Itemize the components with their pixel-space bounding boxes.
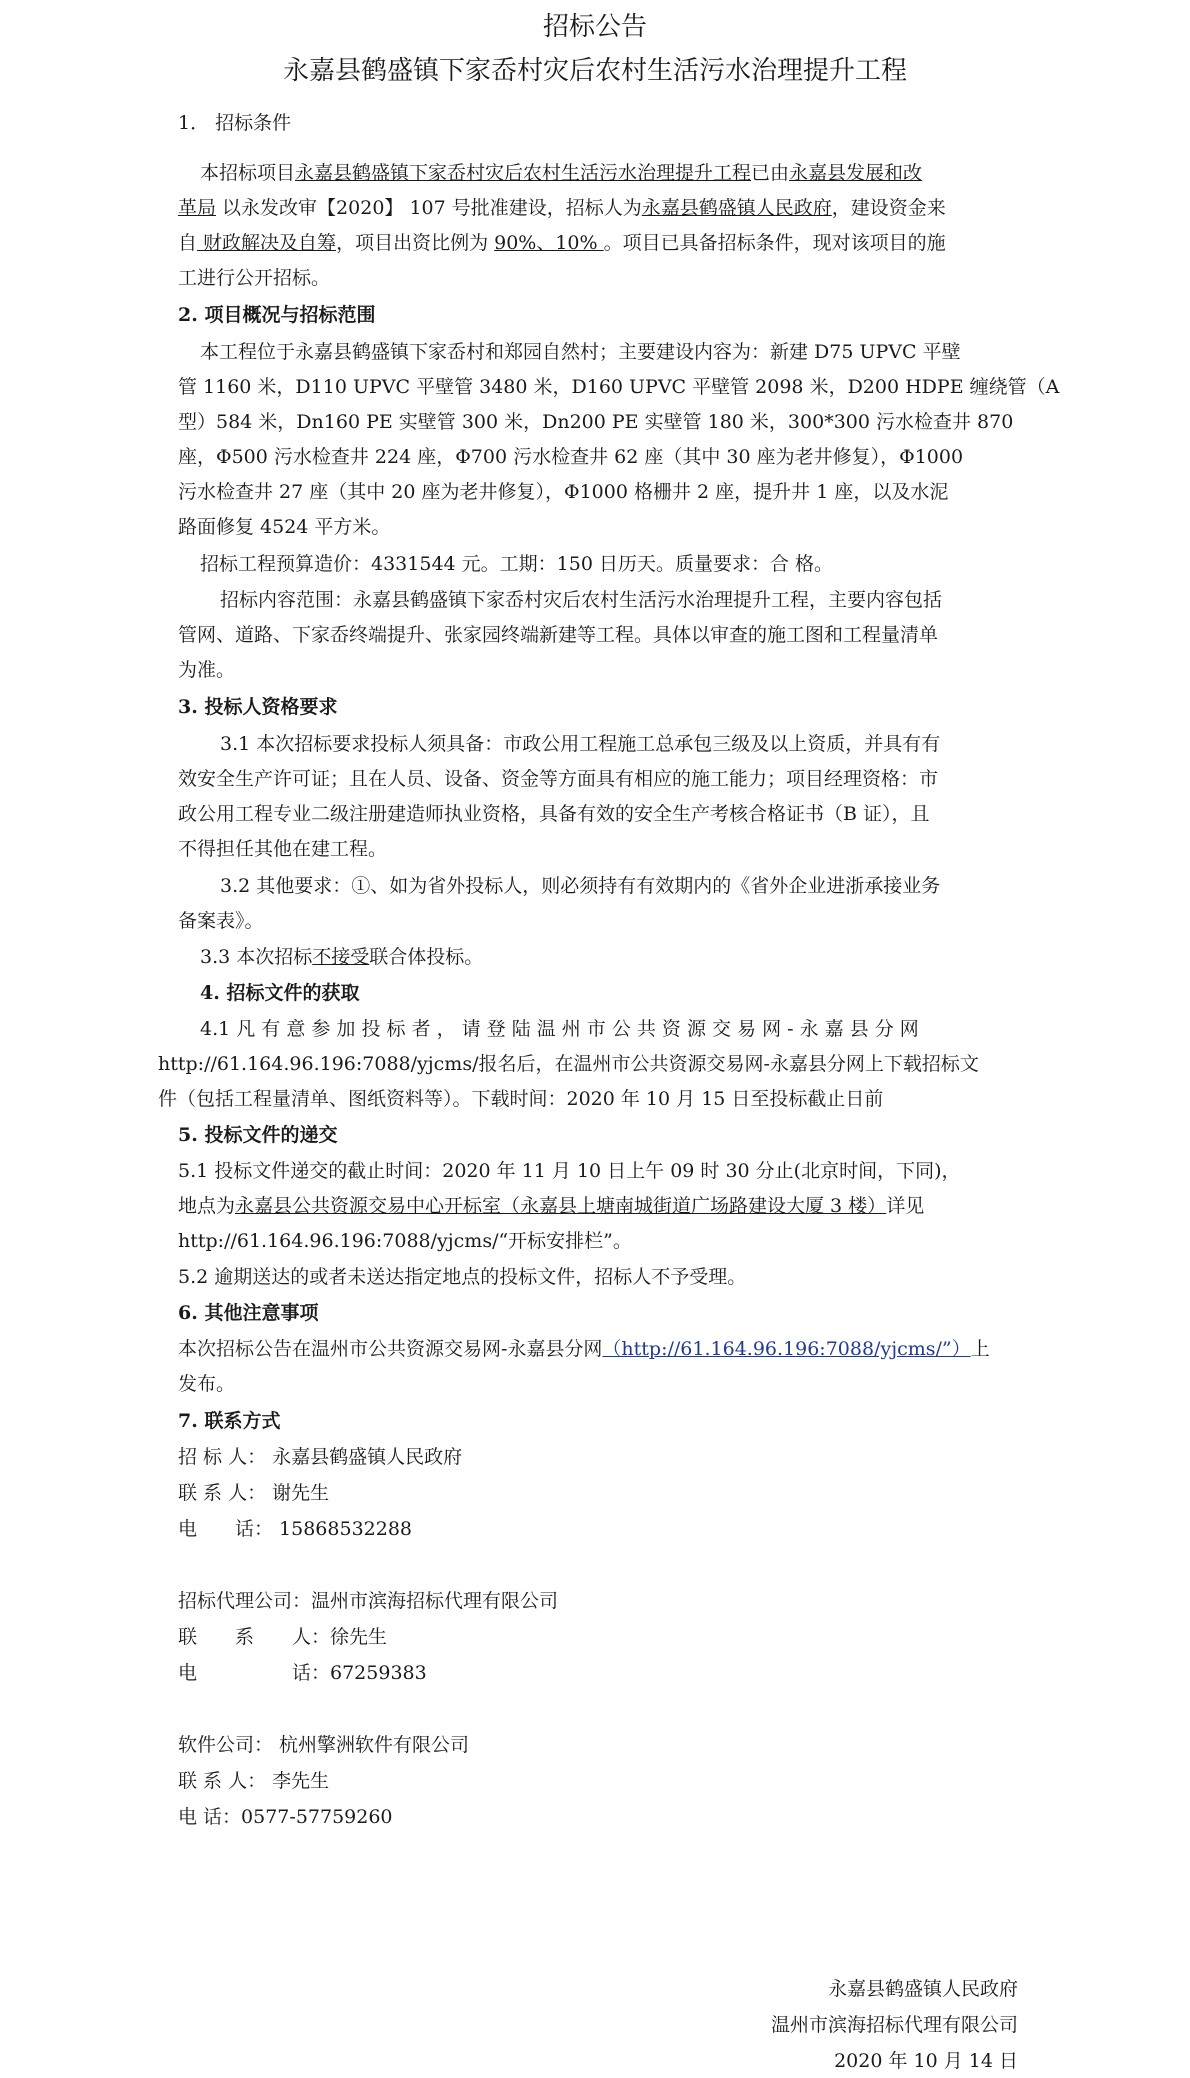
text: 已由 xyxy=(751,162,790,184)
section-7-heading: 7. 联系方式 xyxy=(178,1410,281,1432)
s1-line-3 xyxy=(178,228,946,255)
s3-line: 效安全生产许可证；且在人员、设备、资金等方面具有相应的施工能力；项目经理资格：市 xyxy=(178,768,939,790)
approval-org-cont: 革局 xyxy=(178,197,217,219)
not-accepted: 不接受 xyxy=(312,946,370,968)
s2-line: 座，Φ500 污水检查井 224 座，Φ700 污水检查井 62 座（其中 30 座为老井修复），Φ1000 xyxy=(178,446,964,468)
text: 本次招标公告在温州市公共资源交易网-永嘉县分网 xyxy=(178,1338,603,1360)
section-4-heading: 4. 招标文件的获取 xyxy=(200,982,360,1004)
section-1-heading: 1． 招标条件 xyxy=(178,112,292,134)
section-3-heading: 3. 投标人资格要求 xyxy=(178,696,338,718)
text: 联合体投标。 xyxy=(369,946,484,968)
fund-ratio: 90%、10% xyxy=(494,232,604,254)
contact-phone: 电 话： 15868532288 xyxy=(178,1518,413,1540)
s6-line-1 xyxy=(178,1334,990,1361)
s2-line: 管网、道路、下家岙终端提升、张家园终端新建等工程。具体以审查的施工图和工程量清单 xyxy=(178,624,939,646)
s2-line: 路面修复 4524 平方米。 xyxy=(178,516,391,538)
s4-line: http://61.164.96.196:7088/yjcms/报名后，在温州市公共资源交易网-永嘉县分网上下载招标文 xyxy=(158,1053,979,1075)
section-6-heading: 6. 其他注意事项 xyxy=(178,1302,319,1324)
agency-contact: 联 系 人：徐先生 xyxy=(178,1626,388,1648)
s1-line-2 xyxy=(178,193,946,220)
section-2-heading: 2. 项目概况与招标范围 xyxy=(178,304,376,326)
agency-name: 招标代理公司：温州市滨海招标代理有限公司 xyxy=(178,1590,559,1612)
s4-line: 件（包括工程量清单、图纸资料等）。下载时间：2020 年 10 月 15 日至投标截止日前 xyxy=(158,1088,884,1110)
s2-line: 本工程位于永嘉县鹤盛镇下家岙村和郑园自然村；主要建设内容为：新建 D75 UPVC 平壁 xyxy=(200,341,961,363)
footer-date: 2020 年 10 月 14 日 xyxy=(834,2050,1018,2072)
text: 详见 xyxy=(886,1195,925,1217)
s2-line: 型）584 米，Dn160 PE 实壁管 300 米，Dn200 PE 实壁管 180 米，300*300 污水检查井 870 xyxy=(178,411,1014,433)
portal-link[interactable]: （http://61.164.96.196:7088/yjcms/”） xyxy=(602,1338,971,1360)
footer-org-1: 永嘉县鹤盛镇人民政府 xyxy=(827,1978,1018,2000)
text: ，项目出资比例为 xyxy=(336,232,495,254)
software-phone: 电 话：0577-57759260 xyxy=(178,1806,393,1828)
s5-line-4: 5.2 逾期送达的或者未送达指定地点的投标文件，招标人不予受理。 xyxy=(178,1266,747,1288)
text: 以永发改审【2020】 107 号批准建设，招标人为 xyxy=(216,197,642,219)
software-company: 软件公司： 杭州擎洲软件有限公司 xyxy=(178,1734,470,1756)
text: 。项目已具备招标条件，现对该项目的施 xyxy=(603,232,946,254)
s5-line-2 xyxy=(178,1191,924,1218)
s2-line: 管 1160 米，D110 UPVC 平壁管 3480 米，D160 UPVC 平壁管 2098 米，D200 HDPE 缠绕管（A xyxy=(178,376,1060,398)
s6-line-2: 发布。 xyxy=(178,1373,236,1395)
text: ，建设资金来 xyxy=(831,197,946,219)
s5-line-3: http://61.164.96.196:7088/yjcms/“开标安排栏”。 xyxy=(178,1230,632,1252)
project-name: 永嘉县鹤盛镇下家岙村灾后农村生活污水治理提升工程 xyxy=(295,162,752,184)
s3-line: 3.2 其他要求：①、如为省外投标人，则必须持有有效期内的《省外企业进浙承接业务 xyxy=(220,875,941,897)
text: 3.3 本次招标 xyxy=(200,946,313,968)
s5-line-1: 5.1 投标文件递交的截止时间：2020 年 11 月 10 日上午 09 时 30 分止(北京时间，下同)， xyxy=(178,1160,961,1182)
s3-3-line xyxy=(200,942,483,969)
contact-tenderer: 招 标 人： 永嘉县鹤盛镇人民政府 xyxy=(178,1446,463,1468)
tenderer-name: 永嘉县鹤盛镇人民政府 xyxy=(641,197,832,219)
fund-source: 财政解决及自筹 xyxy=(197,232,337,254)
s2-line: 为准。 xyxy=(178,659,236,681)
s1-line-4: 工进行公开招标。 xyxy=(178,267,331,289)
text: 地点为 xyxy=(178,1195,236,1217)
s4-line: 4.1 凡 有 意 参 加 投 标 者 ， 请 登 陆 温 州 市 公 共 资 源 交 易 网 - 永 嘉 县 分 网 xyxy=(200,1018,919,1040)
s1-line-1 xyxy=(200,158,922,185)
text: 自 xyxy=(178,232,198,254)
s3-line: 不得担任其他在建工程。 xyxy=(178,838,388,860)
page-title: 招标公告 xyxy=(542,12,647,42)
text: 上 xyxy=(970,1338,990,1360)
s3-line: 3.1 本次招标要求投标人须具备：市政公用工程施工总承包三级及以上资质，并具有有 xyxy=(220,733,941,755)
s2-line: 污水检查井 27 座（其中 20 座为老井修复），Φ1000 格栅井 2 座，提升井 1 座，以及水泥 xyxy=(178,481,949,503)
footer-org-2: 温州市滨海招标代理有限公司 xyxy=(770,2014,1018,2036)
s3-line: 备案表》。 xyxy=(178,910,264,932)
page-subtitle: 永嘉县鹤盛镇下家岙村灾后农村生活污水治理提升工程 xyxy=(282,56,907,86)
s3-line: 政公用工程专业二级注册建造师执业资格，具备有效的安全生产考核合格证书（B 证），且 xyxy=(178,803,930,825)
text: 本招标项目 xyxy=(200,162,296,184)
contact-person: 联 系 人： 谢先生 xyxy=(178,1482,330,1504)
section-5-heading: 5. 投标文件的递交 xyxy=(178,1124,338,1146)
approval-org: 永嘉县发展和改 xyxy=(789,162,923,184)
submission-location: 永嘉县公共资源交易中心开标室（永嘉县上塘南城街道广场路建设大厦 3 楼） xyxy=(235,1195,887,1217)
s2-line: 招标内容范围：永嘉县鹤盛镇下家岙村灾后农村生活污水治理提升工程，主要内容包括 xyxy=(220,589,943,611)
s2-budget-line: 招标工程预算造价：4331544 元。工期：150 日历天。质量要求：合 格。 xyxy=(200,553,834,575)
software-contact: 联 系 人： 李先生 xyxy=(178,1770,330,1792)
agency-phone: 电 话：67259383 xyxy=(178,1662,427,1684)
